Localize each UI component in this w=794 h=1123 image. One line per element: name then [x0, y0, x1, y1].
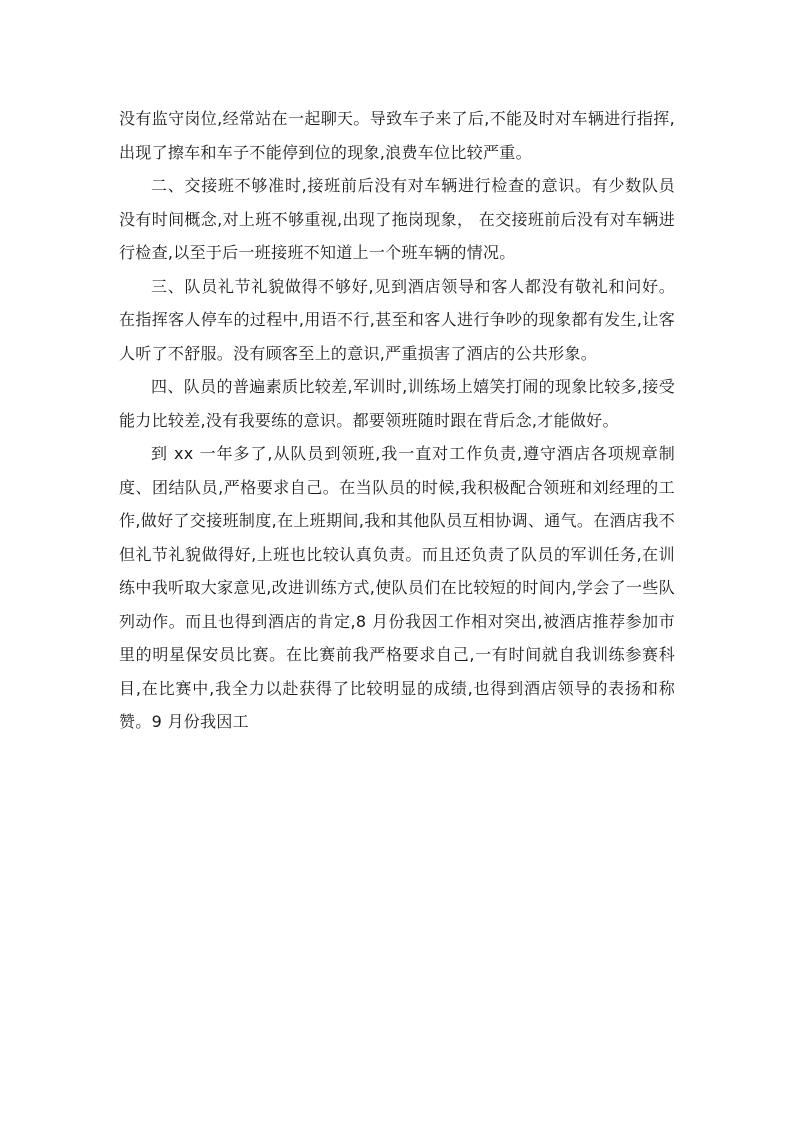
paragraph-continuation: 没有监守岗位,经常站在一起聊天。导致车子来了后,不能及时对车辆进行指挥,出现了擦车和车子不能停到位的现象,浪费车位比较严重。: [119, 109, 675, 162]
paragraph-point-two: 二、交接班不够准时,接班前后没有对车辆进行检查的意识。有少数队员没有时间概念,对上班不够重视,出现了拖岗现象， 在交接班前后没有对车辆进行检查,以至于后一班接班不知道上一个班车辆的情况。: [119, 176, 675, 262]
paragraph-point-three: 三、队员礼节礼貌做得不够好,见到酒店领导和客人都没有敬礼和问好。在指挥客人停车的过程中,用语不行,甚至和客人进行争吵的现象都有发生,让客人听了不舒服。没有顾客至上的意识,严重损害了酒店的公共形象。: [119, 276, 675, 363]
paragraph-personal-summary: 到 xx 一年多了,从队员到领班,我一直对工作负责,遵守酒店各项规章制度、团结队员,严格要求自己。在当队员的时候,我积极配合领班和刘经理的工作,做好了交接班制度,在上班期间,我和其他队员互相协调、通气。在酒店我不但礼节礼貌做得好,上班也比较认真负责。而且还负责了队员的军训任务,在训练中我听取大家意见,改进训练方式,使队员们在比较短的时间内,学会了一些队列动作。而且也得到酒店的肯定,8 月份我因工作相对突出,被酒店推荐参加市里的明星保安员比赛。在比赛前我严格要求自己,一有时间就自我训练参赛科目,在比赛中,我全力以赴获得了比较明显的成绩,也得到酒店领导的表扬和称赞。9 月份我因工: [119, 444, 675, 731]
document-body: [119, 102, 675, 739]
paragraph-point-four: 四、队员的普遍素质比较差,军训时,训练场上嬉笑打闹的现象比较多,接受能力比较差,没有我要练的意识。都要领班随时跟在背后念,才能做好。: [119, 377, 675, 430]
